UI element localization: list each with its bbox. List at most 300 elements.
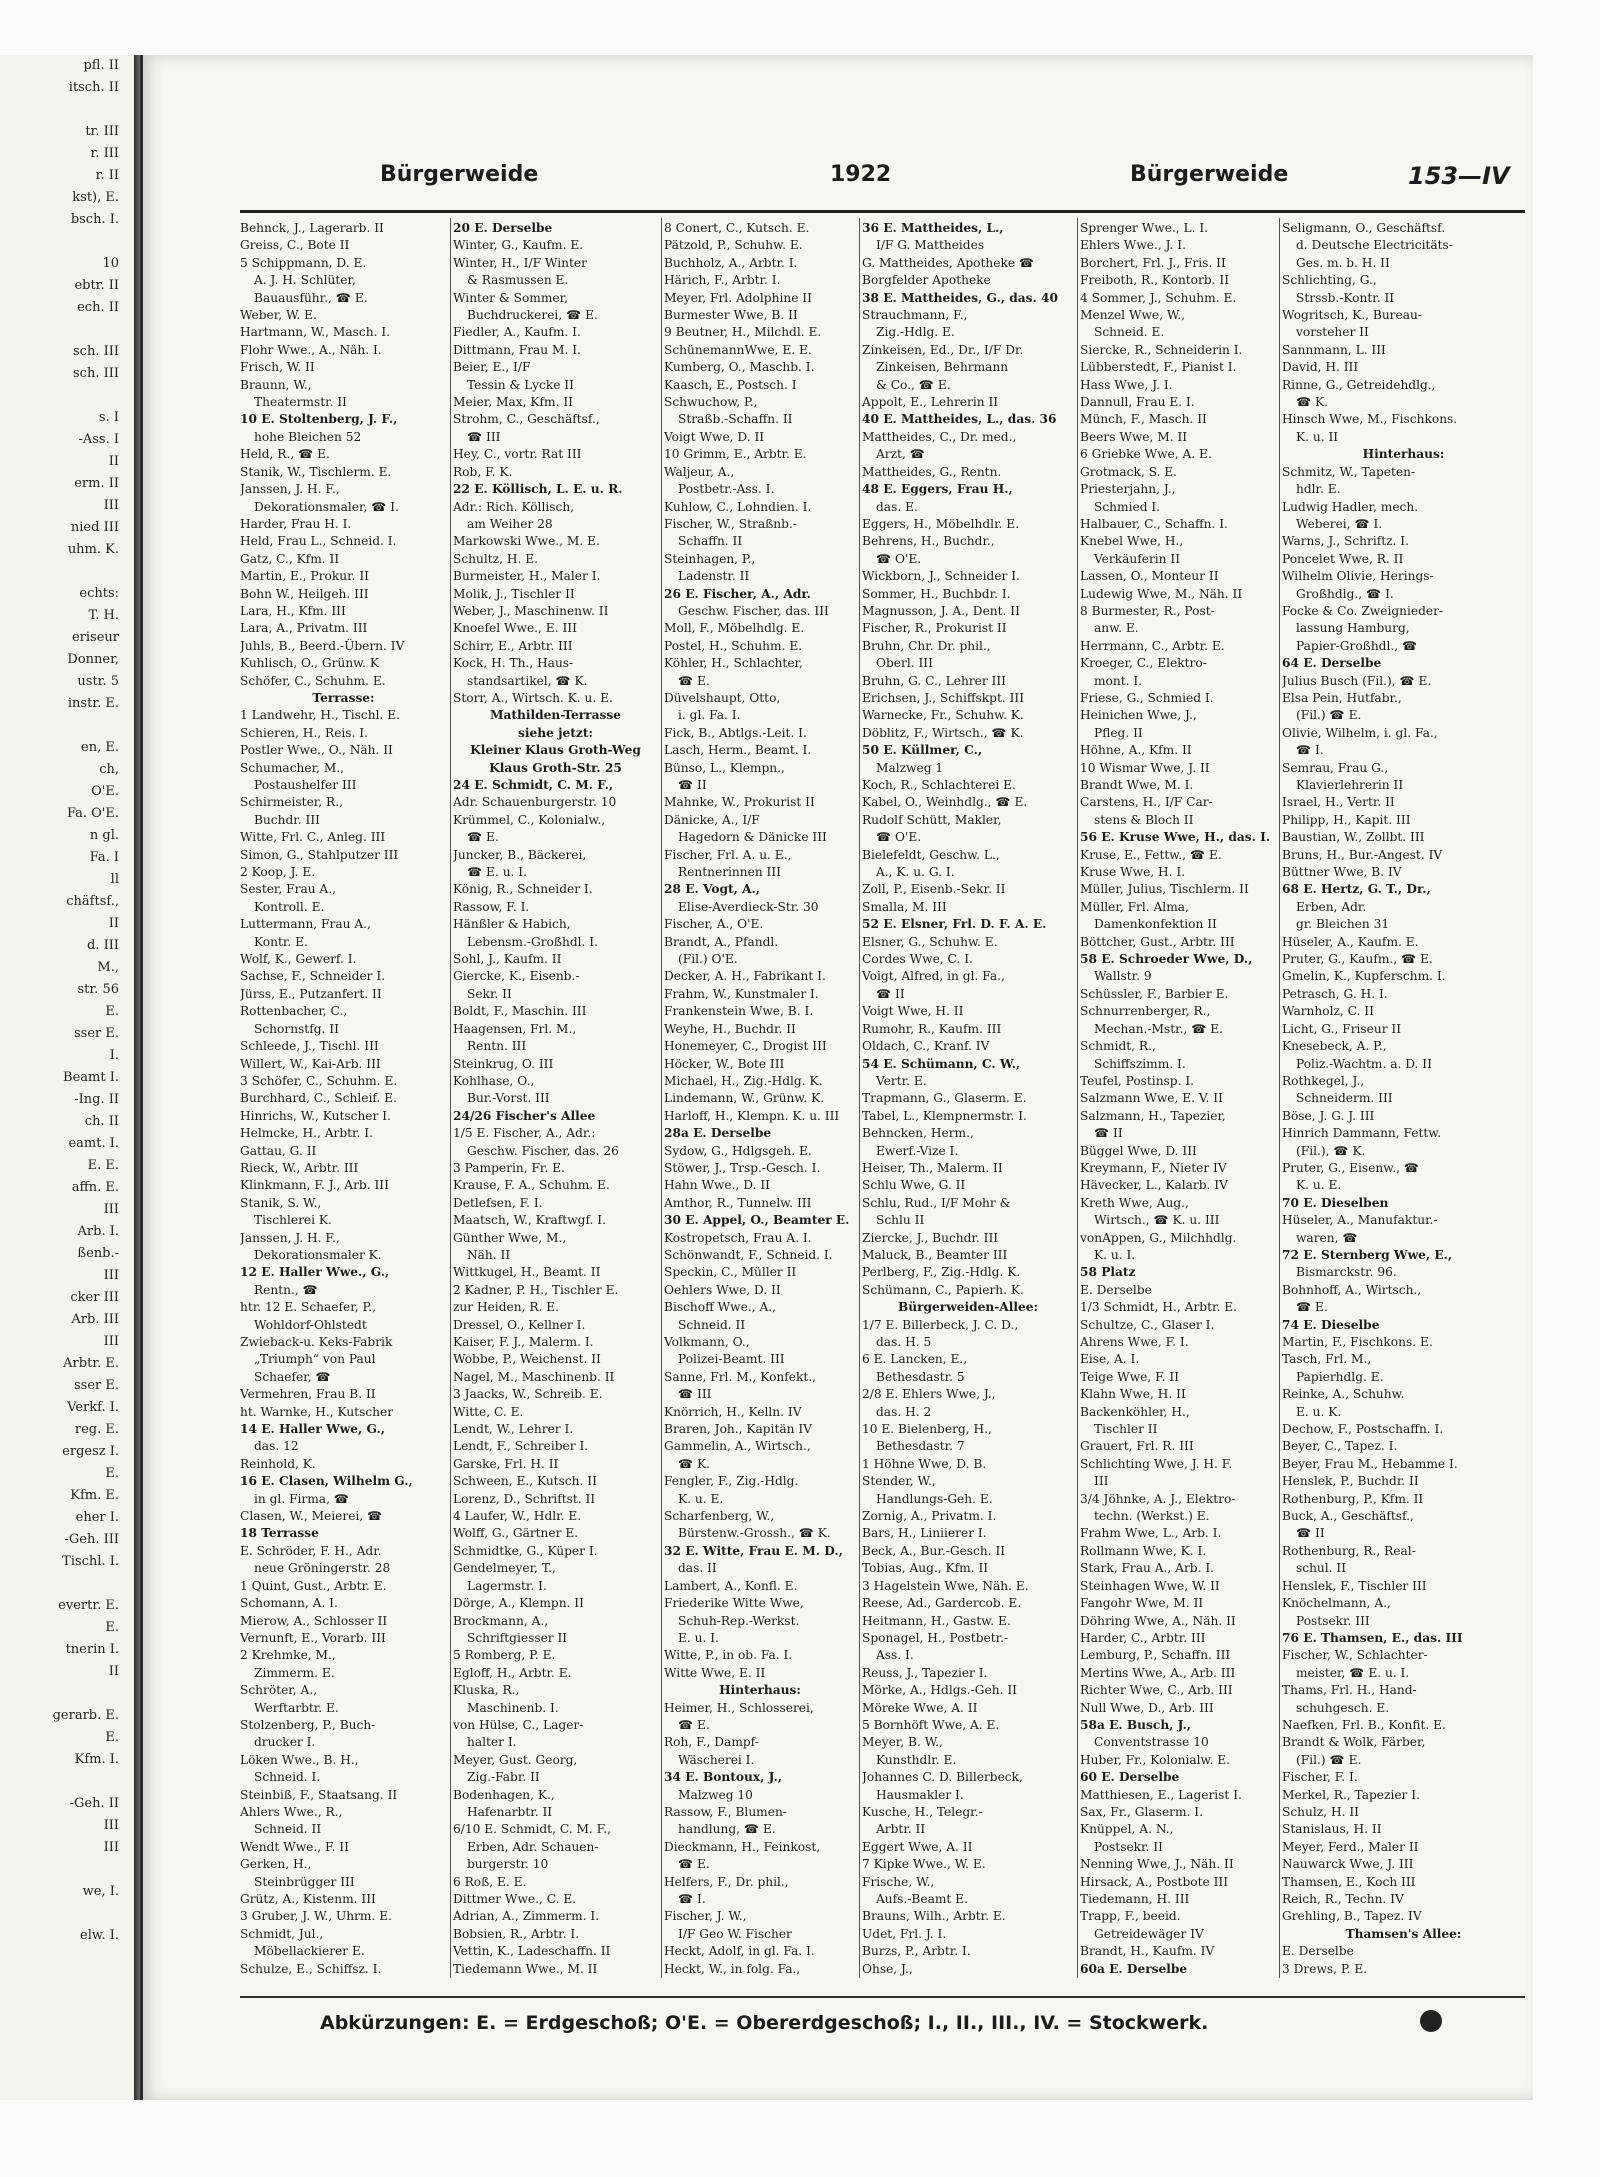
- directory-entry: Sax, Fr., Glaserm. I.: [1080, 1804, 1203, 1819]
- directory-entry: Dekorationsmaler K.: [254, 1247, 382, 1262]
- column-divider: [450, 218, 451, 1978]
- facing-page-text-fragment: O'E.: [91, 784, 119, 799]
- directory-column-6: [1282, 220, 1525, 1980]
- facing-page-text-fragment: echts:: [79, 586, 119, 601]
- facing-page-text-fragment: eriseur: [71, 630, 119, 645]
- directory-entry: 2/8 E. Ehlers Wwe, J.,: [862, 1387, 996, 1402]
- directory-entry: Schulz, H. II: [1282, 1804, 1359, 1819]
- facing-page-text-fragment: E.: [105, 1004, 119, 1019]
- directory-entry: Sohl, J., Kaufm. II: [453, 952, 562, 967]
- directory-entry: Schlichting Wwe, J. H. F.: [1080, 1456, 1233, 1471]
- directory-entry: Hinrich Dammann, Fettw.: [1282, 1126, 1442, 1141]
- directory-entry: Meyer, Ferd., Maler II: [1282, 1839, 1419, 1854]
- directory-entry: Gatz, C., Kfm. II: [240, 551, 340, 566]
- directory-entry: Witte, P., in ob. Fa. I.: [664, 1648, 793, 1663]
- directory-entry: 2 Kadner, P. H., Tischler E.: [453, 1282, 619, 1297]
- directory-entry: 1 Landwehr, H., Tischl. E.: [240, 708, 400, 723]
- directory-entry: ☎ K.: [678, 1456, 711, 1471]
- directory-entry: Hinrichs, W., Kutscher I.: [240, 1108, 391, 1123]
- directory-entry: Ziercke, J., Buchdr. III: [862, 1230, 999, 1245]
- directory-entry: 72 E. Sternberg Wwe, E.,: [1282, 1247, 1453, 1262]
- directory-entry: Lendt, F., Schreiber I.: [453, 1439, 589, 1454]
- directory-entry: 76 E. Thamsen, E., das. III: [1282, 1630, 1463, 1645]
- facing-page-text-fragment: chäftsf.,: [66, 894, 119, 909]
- directory-entry: Adr.: Rich. Köllisch,: [453, 499, 575, 514]
- directory-entry: I/F G. Mattheides: [876, 238, 985, 253]
- directory-entry: Siercke, R., Schneiderin I.: [1080, 342, 1243, 357]
- directory-entry: Rottenbacher, C.,: [240, 1004, 348, 1019]
- directory-entry: das. H. 2: [876, 1404, 932, 1419]
- directory-entry: Zimmerm. E.: [254, 1665, 335, 1680]
- directory-entry: Dannull, Frau E. I.: [1080, 395, 1195, 410]
- directory-entry: 3 Schöfer, C., Schuhm. E.: [240, 1073, 398, 1088]
- directory-entry: Kusche, H., Telegr.-: [862, 1804, 983, 1819]
- directory-entry: Lemburg, P., Schaffn. III: [1080, 1648, 1231, 1663]
- directory-entry: Schmied I.: [1094, 499, 1161, 514]
- directory-entry: Menzel Wwe, W.,: [1080, 308, 1186, 323]
- directory-entry: Schwuchow, P.,: [664, 395, 758, 410]
- directory-entry: Damenkonfektion II: [1094, 917, 1217, 932]
- facing-page-text-fragment: II: [108, 916, 119, 931]
- header-street-left: Bürgerweide: [380, 162, 539, 187]
- directory-entry: Sachse, F., Schneider I.: [240, 969, 386, 984]
- directory-entry: Schumacher, M.,: [240, 760, 345, 775]
- directory-entry: Moll, F., Möbelhdlg. E.: [664, 621, 805, 636]
- directory-entry: Mattheides, C., Dr. med.,: [862, 429, 1017, 444]
- directory-entry: Lambert, A., Konfl. E.: [664, 1578, 798, 1593]
- directory-entry: Trapp, F., beeid.: [1080, 1909, 1181, 1924]
- directory-entry: [862, 1978, 1074, 1980]
- directory-entry: ht. Warnke, H., Kutscher: [240, 1404, 394, 1419]
- facing-page-text-fragment: [0, 1859, 135, 1881]
- facing-page-text-fragment: III: [103, 1818, 119, 1833]
- section-heading: Terrasse:: [312, 690, 375, 705]
- directory-entry: meister, ☎ E. u. I.: [1296, 1665, 1410, 1680]
- directory-entry: Hausmakler I.: [876, 1787, 964, 1802]
- facing-page-text-fragment: r. II: [95, 168, 119, 183]
- facing-page-text-fragment: kst), E.: [72, 190, 119, 205]
- directory-entry: Arzt, ☎: [876, 447, 925, 462]
- directory-entry: Lara, A., Privatm. III: [240, 621, 368, 636]
- directory-entry: Warns, J., Schriftz. I.: [1282, 534, 1409, 549]
- directory-entry: (Fil.) ☎ E.: [1296, 1752, 1362, 1767]
- directory-entry: 50 E. Küllmer, C.,: [862, 743, 983, 758]
- directory-entry: Knüppel, A. N.,: [1080, 1822, 1174, 1837]
- directory-entry: Wirtsch., ☎ K. u. III: [1094, 1213, 1220, 1228]
- directory-entry: Kluska, R.,: [453, 1683, 520, 1698]
- directory-entry: Egloff, H., Arbtr. E.: [453, 1665, 572, 1680]
- directory-entry: K. u. E.: [678, 1491, 724, 1506]
- directory-entry: Böse, J. G. J. III: [1282, 1108, 1375, 1123]
- directory-entry: ☎ I.: [678, 1892, 706, 1906]
- directory-entry: Smalla, M. III: [862, 899, 947, 914]
- facing-page-text-fragment: sser E.: [73, 1378, 119, 1393]
- facing-page-text-fragment: [0, 99, 135, 121]
- directory-entry: 1/5 E. Fischer, A., Adr.:: [453, 1126, 596, 1141]
- directory-entry: Schneid. E.: [1094, 325, 1165, 340]
- directory-entry: Polizei-Beamt. III: [678, 1352, 785, 1367]
- directory-entry: 4 Laufer, W., Hdlr. E.: [453, 1509, 582, 1524]
- facing-page-text-fragment: d. III: [87, 938, 119, 953]
- directory-entry: Papierhdlg. E.: [1296, 1369, 1384, 1384]
- directory-entry: ☎ II: [678, 778, 707, 792]
- directory-entry: 6 Griebke Wwe, A. E.: [1080, 447, 1212, 462]
- directory-entry: Brandt, H., Kaufm. IV: [1080, 1944, 1215, 1959]
- directory-entry: Schönwandt, F., Schneid. I.: [664, 1247, 833, 1262]
- directory-entry: Postler Wwe., O., Näh. II: [240, 743, 393, 758]
- directory-entry: & Co., ☎ E.: [876, 377, 951, 392]
- directory-entry: Backenköhler, H.,: [1080, 1404, 1190, 1419]
- section-heading: Hinterhaus:: [719, 1683, 801, 1698]
- directory-entry: Döblitz, F., Wirtsch., ☎ K.: [862, 725, 1024, 740]
- directory-entry: Arbtr. II: [876, 1822, 926, 1837]
- directory-entry: burgerstr. 10: [467, 1857, 549, 1872]
- directory-entry: (Fil.) ☎ E.: [1296, 708, 1362, 723]
- facing-page-text-fragment: III: [103, 1268, 119, 1283]
- directory-entry: Lindemann, W., Grünw. K.: [664, 1091, 825, 1106]
- directory-entry: Kaiser, F. J., Malerm. I.: [453, 1335, 594, 1349]
- directory-entry: Böttcher, Gust., Arbtr. III: [1080, 934, 1235, 949]
- directory-entry: Martin, F., Fischkons. E.: [1282, 1335, 1433, 1349]
- directory-entry: Vermehren, Frau B. II: [240, 1387, 376, 1402]
- directory-entry: Lassen, O., Monteur II: [1080, 569, 1219, 584]
- directory-entry: Köhler, H., Schlachter,: [664, 656, 803, 671]
- facing-page-text-fragment: III: [103, 1202, 119, 1217]
- facing-page-text-fragment: -Geh. III: [64, 1532, 119, 1547]
- directory-entry: Tiedemann, H. III: [1080, 1892, 1190, 1906]
- directory-entry: Zinkeisen, Ed., Dr., I/F Dr.: [862, 342, 1024, 357]
- directory-entry: Warnecke, Fr., Schuhw. K.: [862, 708, 1024, 723]
- directory-entry: Grotmack, S. E.: [1080, 464, 1178, 479]
- directory-entry: & Rasmussen E.: [467, 273, 569, 288]
- directory-entry: Kreth Wwe, Aug.,: [1080, 1195, 1189, 1210]
- directory-entry: Sommer, H., Buchbdr. I.: [862, 586, 1011, 601]
- directory-entry: Dechow, F., Postschaffn. I.: [1282, 1422, 1444, 1437]
- directory-entry: Halbauer, C., Schaffn. I.: [1080, 516, 1228, 531]
- directory-entry: [453, 1978, 658, 1980]
- directory-entry: Willert, W., Kai-Arb. III: [240, 1056, 381, 1071]
- directory-entry: Greiss, C., Bote II: [240, 238, 350, 253]
- directory-entry: Fiedler, A., Kaufm. I.: [453, 325, 581, 340]
- directory-entry: Borgfelder Apotheke: [862, 273, 991, 288]
- directory-entry: Bur.-Vorst. III: [467, 1091, 550, 1106]
- directory-entry: Herrmann, C., Arbtr. E.: [1080, 638, 1225, 653]
- directory-entry: Schümann, C., Papierh. K.: [862, 1282, 1024, 1297]
- directory-entry: Postbetr.-Ass. I.: [678, 482, 775, 497]
- directory-entry: Vernunft, E., Vorarb. III: [240, 1630, 386, 1645]
- directory-entry: „Triumph“ von Paul: [254, 1352, 376, 1367]
- directory-entry: Lorenz, D., Schriftst. II: [453, 1491, 596, 1506]
- directory-entry: [664, 1978, 856, 1980]
- directory-entry: Freiboth, R., Kontorb. II: [1080, 273, 1230, 288]
- directory-entry: Burmester Wwe, B. II: [664, 308, 798, 323]
- directory-entry: Schnurrenberger, R.,: [1080, 1004, 1211, 1019]
- directory-entry: 1 Höhne Wwe, D. B.: [862, 1456, 987, 1471]
- directory-entry: Held, R., ☎ E.: [240, 447, 330, 462]
- directory-entry: Friederike Witte Wwe,: [664, 1596, 804, 1611]
- facing-page-text-fragment: ll: [110, 872, 119, 887]
- directory-entry: 22 E. Köllisch, L. E. u. R.: [453, 482, 623, 497]
- facing-page-text-fragment: ustr. 5: [77, 674, 119, 689]
- facing-page-text-fragment: T. H.: [88, 608, 119, 623]
- section-heading: Kleiner Klaus Groth-Weg: [470, 743, 641, 758]
- directory-entry: Weyhe, H., Buchdr. II: [664, 1021, 796, 1036]
- directory-entry: 8 Conert, C., Kutsch. E.: [664, 221, 810, 235]
- directory-entry: Kroeger, C., Elektro-: [1080, 656, 1207, 671]
- directory-entry: Buck, A., Geschäftsf.,: [1282, 1509, 1414, 1524]
- directory-entry: [240, 1978, 447, 1980]
- directory-entry: Voigt Wwe, D. II: [664, 429, 765, 444]
- directory-entry: Verkäuferin II: [1094, 551, 1181, 566]
- directory-entry: anw. E.: [1094, 621, 1139, 636]
- directory-entry: Gammelin, A., Wirtsch.,: [664, 1439, 811, 1454]
- directory-entry: Luttermann, Frau A.,: [240, 917, 371, 932]
- facing-page-text-fragment: en, E.: [81, 740, 119, 755]
- directory-entry: Giercke, K., Eisenb.-: [453, 969, 580, 984]
- directory-entry: Lebensm.-Großhdl. I.: [467, 934, 598, 949]
- directory-entry: 30 E. Appel, O., Beamter E.: [664, 1213, 850, 1228]
- directory-entry: Reese, Ad., Gardercob. E.: [862, 1596, 1022, 1611]
- section-heading: Thamsen's Allee:: [1345, 1926, 1462, 1941]
- directory-entry: Oldach, C., Kranf. IV: [862, 1039, 990, 1054]
- facing-page-text-fragment: [0, 1903, 135, 1925]
- section-heading: siehe jetzt:: [518, 725, 593, 740]
- directory-entry: Voigt Wwe, H. II: [862, 1004, 964, 1019]
- directory-entry: Frankenstein Wwe, B. I.: [664, 1004, 814, 1019]
- directory-entry: Bünso, L., Klempn.,: [664, 760, 785, 775]
- directory-entry: Schmidt, Jul.,: [240, 1926, 324, 1941]
- directory-entry: Pruter, G., Kaufm., ☎ E.: [1282, 952, 1433, 967]
- directory-entry: Pfleg. II: [1094, 725, 1143, 740]
- facing-page-text-fragment: eher I.: [75, 1510, 119, 1525]
- directory-entry: Mechan.-Mstr., ☎ E.: [1094, 1021, 1224, 1036]
- directory-entry: 6 Roß, E. E.: [453, 1874, 527, 1889]
- facing-page-text-fragment: I.: [109, 1048, 119, 1063]
- directory-entry: A., K. u. G. I.: [876, 865, 955, 880]
- directory-entry: Maatsch, W., Kraftwgf. I.: [453, 1213, 606, 1228]
- facing-page-text-fragment: Arb. III: [71, 1312, 119, 1327]
- directory-entry: Hafenarbtr. II: [467, 1804, 553, 1819]
- directory-entry: Hahn Wwe., D. II: [664, 1178, 770, 1193]
- directory-entry: Ewerf.-Vize I.: [876, 1143, 959, 1158]
- directory-entry: Rothenburg, R., Real-: [1282, 1543, 1416, 1558]
- directory-entry: Rollmann Wwe, K. I.: [1080, 1543, 1207, 1558]
- directory-entry: mont. I.: [1094, 673, 1143, 688]
- directory-entry: Buchholz, A., Arbtr. I.: [664, 255, 798, 270]
- directory-entry: Schröter, A.,: [240, 1683, 318, 1698]
- directory-entry: Rassow, F. I.: [453, 899, 530, 914]
- directory-entry: 5 Schippmann, D. E.: [240, 255, 367, 270]
- facing-page-text-fragment: Verkf. I.: [67, 1400, 119, 1415]
- directory-entry: Möreke Wwe, A. II: [862, 1700, 978, 1715]
- directory-entry: Dänicke, A., I/F: [664, 812, 760, 827]
- directory-entry: neue Gröningerstr. 28: [254, 1561, 391, 1576]
- directory-entry: Magnusson, J. A., Dent. II: [862, 603, 1020, 618]
- directory-entry: Klavierlehrerin II: [1296, 778, 1404, 792]
- directory-entry: Vettin, K., Ladeschaffn. II: [453, 1944, 611, 1959]
- column-divider: [661, 218, 662, 1978]
- directory-entry: Härich, F., Arbtr. I.: [664, 273, 781, 288]
- directory-entry: Stolzenberg, P., Buch-: [240, 1717, 376, 1732]
- directory-entry: Steinbrügger III: [254, 1874, 355, 1889]
- directory-entry: Beier, E., I/F: [453, 360, 531, 375]
- directory-entry: Winter, H., I/F Winter: [453, 255, 587, 270]
- directory-entry: Löken Wwe., B. H.,: [240, 1752, 359, 1767]
- facing-page-text-fragment: ech. II: [77, 300, 119, 315]
- abbreviations-footer: Abkürzungen: E. = Erdgeschoß; O'E. = Obererdgeschoß; I., II., III., IV. = Stockwerk.: [320, 2012, 1209, 2034]
- directory-entry: Postel, H., Schuhm. E.: [664, 638, 803, 653]
- directory-entry: Schlu II: [876, 1213, 925, 1228]
- directory-entry: Burmeister, H., Maler I.: [453, 569, 601, 584]
- directory-entry: ☎ III: [467, 429, 501, 444]
- facing-page-text-fragment: itsch. II: [68, 80, 119, 95]
- directory-entry: halter I.: [467, 1735, 517, 1750]
- directory-entry: [1282, 1978, 1525, 1980]
- directory-entry: Dekorationsmaler, ☎ I.: [254, 499, 399, 514]
- directory-entry: Boldt, F., Maschin. III: [453, 1004, 587, 1019]
- directory-entry: Storr, A., Wirtsch. K. u. E.: [453, 690, 613, 705]
- directory-entry: Schirr, E., Arbtr. III: [453, 638, 573, 653]
- column-divider: [859, 218, 860, 1978]
- directory-entry: Rentn. III: [467, 1039, 527, 1054]
- directory-entry: Bobsien, R., Arbtr. I.: [453, 1926, 580, 1941]
- directory-entry: Held, Frau L., Schneid. I.: [240, 534, 397, 549]
- facing-page-text-fragment: n gl.: [89, 828, 119, 843]
- directory-entry: Heckt, Adolf, in gl. Fa. I.: [664, 1944, 815, 1959]
- directory-entry: Knesebeck, A. P.,: [1282, 1039, 1387, 1054]
- directory-entry: E. Schröder, F. H., Adr.: [240, 1543, 382, 1558]
- directory-entry: (Fil.) O'E.: [678, 952, 738, 967]
- directory-entry: E. Derselbe: [1282, 1944, 1354, 1959]
- directory-entry: Juhls, B., Beerd.-Übern. IV: [240, 638, 405, 653]
- directory-entry: Frische, W.,: [862, 1874, 935, 1889]
- facing-page-text-fragment: [0, 561, 135, 583]
- directory-entry: Matthiesen, E., Lagerist I.: [1080, 1787, 1242, 1802]
- directory-entry: Dittmer Wwe., C. E.: [453, 1892, 577, 1906]
- directory-entry: Elsa Pein, Hutfabr.,: [1282, 690, 1402, 705]
- directory-entry: Honemeyer, C., Drogist III: [664, 1039, 827, 1054]
- directory-entry: ☎ O'E.: [876, 551, 922, 566]
- directory-entry: Winter, G., Kaufm. E.: [453, 238, 584, 253]
- facing-page-text-fragment: [0, 231, 135, 253]
- directory-entry: Schultz, H. E.: [453, 551, 538, 566]
- facing-page-text-fragment: [0, 1573, 135, 1595]
- directory-entry: Baustian, W., Zollbt. III: [1282, 830, 1425, 845]
- directory-entry: ☎ II: [876, 986, 905, 1001]
- directory-entry: Licht, G., Friseur II: [1282, 1021, 1402, 1036]
- directory-entry: 1 Quint, Gust., Arbtr. E.: [240, 1578, 387, 1593]
- directory-entry: Dörge, A., Klempn. II: [453, 1596, 584, 1611]
- directory-entry: 36 E. Mattheides, L.,: [862, 221, 1004, 235]
- facing-page-text-fragment: [0, 1683, 135, 1705]
- directory-entry: Tobias, Aug., Kfm. II: [862, 1561, 989, 1576]
- directory-entry: Kostropetsch, Frau A. I.: [664, 1230, 812, 1245]
- directory-entry: Nagel, M., Maschinenb. II: [453, 1369, 615, 1384]
- directory-entry: Brauns, Wilh., Arbtr. E.: [862, 1909, 1006, 1924]
- facing-page-text-fragment: 10: [102, 256, 119, 271]
- directory-entry: Strohm, C., Geschäftsf.,: [453, 412, 600, 427]
- directory-entry: Helfers, F., Dr. phil.,: [664, 1874, 789, 1889]
- directory-entry: Reuss, J., Tapezier I.: [862, 1665, 988, 1680]
- directory-entry: Düvelshaupt, Otto,: [664, 690, 781, 705]
- directory-entry: Schultze, C., Glaser I.: [1080, 1317, 1215, 1332]
- directory-entry: 20 E. Derselbe: [453, 221, 553, 235]
- directory-entry: drucker I.: [254, 1735, 316, 1750]
- directory-entry: Henslek, P., Buchdr. II: [1282, 1474, 1419, 1489]
- directory-entry: das. 12: [254, 1439, 299, 1454]
- facing-page-text-fragment: sch. III: [73, 366, 119, 381]
- directory-entry: Gattau, G. II: [240, 1143, 317, 1158]
- directory-entry: Höhne, A., Kfm. II: [1080, 743, 1192, 758]
- directory-entry: Wobbe, P., Weichenst. II: [453, 1352, 601, 1367]
- directory-entry: schuhgesch. E.: [1296, 1700, 1390, 1715]
- directory-entry: Frahm Wwe, L., Arb. I.: [1080, 1526, 1222, 1541]
- directory-entry: Kabel, O., Weinhdlg., ☎ E.: [862, 795, 1028, 810]
- directory-entry: Grehling, B., Tapez. IV: [1282, 1909, 1422, 1924]
- directory-entry: Kuhlisch, O., Grünw. K: [240, 656, 380, 671]
- facing-page-text-fragment: tnerin I.: [65, 1642, 119, 1657]
- directory-entry: Steinhagen, P.,: [664, 551, 756, 566]
- directory-entry: Schöfer, C., Schuhm. E.: [240, 673, 386, 688]
- directory-entry: vorsteher II: [1296, 325, 1369, 340]
- directory-entry: Winter & Sommer,: [453, 290, 568, 305]
- facing-page-text-fragment: Donner,: [67, 652, 119, 667]
- directory-entry: Juncker, B., Bäckerei,: [453, 847, 587, 862]
- directory-entry: 48 E. Eggers, Frau H.,: [862, 482, 1013, 497]
- directory-entry: Rothenburg, P., Kfm. II: [1282, 1491, 1424, 1506]
- facing-page-text-fragment: instr. E.: [67, 696, 119, 711]
- directory-entry: ☎ K.: [1296, 395, 1329, 410]
- directory-entry: Straßb.-Schaffn. II: [678, 412, 793, 427]
- directory-entry: Lagermstr. I.: [467, 1578, 547, 1593]
- directory-entry: 3 Drews, P. E.: [1282, 1961, 1368, 1976]
- directory-entry: Hinsch Wwe, M., Fischkons.: [1282, 412, 1458, 427]
- directory-entry: Maschinenb. I.: [467, 1700, 559, 1715]
- directory-entry: 3/4 Jöhnke, A. J., Elektro-: [1080, 1491, 1236, 1506]
- directory-entry: Münch, F., Masch. II: [1080, 412, 1207, 427]
- directory-entry: Postaushelfer III: [254, 778, 357, 792]
- directory-entry: Walјeur, A.,: [664, 464, 735, 479]
- directory-entry: Fischer, R., Prokurist II: [862, 621, 1007, 636]
- facing-page-text-fragment: III: [103, 1840, 119, 1855]
- directory-entry: Reinke, A., Schuhw.: [1282, 1387, 1405, 1402]
- directory-entry: Witte Wwe, E. II: [664, 1665, 766, 1680]
- directory-entry: Näh. II: [467, 1247, 511, 1262]
- directory-entry: Helmcke, H., Arbtr. I.: [240, 1126, 373, 1141]
- directory-entry: Fangohr Wwe, M. II: [1080, 1596, 1204, 1611]
- directory-entry: Schulze, E., Schiffsz. I.: [240, 1961, 382, 1976]
- directory-entry: 26 E. Fischer, A., Adr.: [664, 586, 811, 601]
- column-divider: [1077, 218, 1078, 1978]
- directory-entry: ☎ E.: [678, 673, 710, 688]
- directory-entry: Kunsthdlr. E.: [876, 1752, 957, 1767]
- directory-entry: ☎ O'E.: [876, 830, 922, 845]
- directory-entry: Wickborn, J., Schneider I.: [862, 569, 1020, 584]
- directory-entry: Rudolf Schütt, Makler,: [862, 812, 1002, 827]
- directory-entry: Fischer, F. I.: [1282, 1770, 1358, 1785]
- directory-entry: Sannmann, L. III: [1282, 342, 1386, 357]
- section-heading: Hinterhaus:: [1362, 447, 1445, 462]
- directory-entry: 10 Wismar Wwe, J. II: [1080, 760, 1210, 775]
- directory-entry: Lübberstedt, F., Pianist I.: [1080, 360, 1237, 375]
- directory-entry: Salzmann Wwe, E. V. II: [1080, 1091, 1223, 1106]
- directory-entry: Kumberg, O., Maschb. I.: [664, 360, 815, 375]
- directory-column-4: [862, 220, 1074, 1980]
- directory-column-2: [453, 220, 658, 1980]
- directory-entry: 54 E. Schümann, C. W.,: [862, 1056, 1021, 1071]
- facing-page-text-fragment: tr. III: [85, 124, 119, 139]
- directory-entry: Tischler II: [1094, 1422, 1158, 1437]
